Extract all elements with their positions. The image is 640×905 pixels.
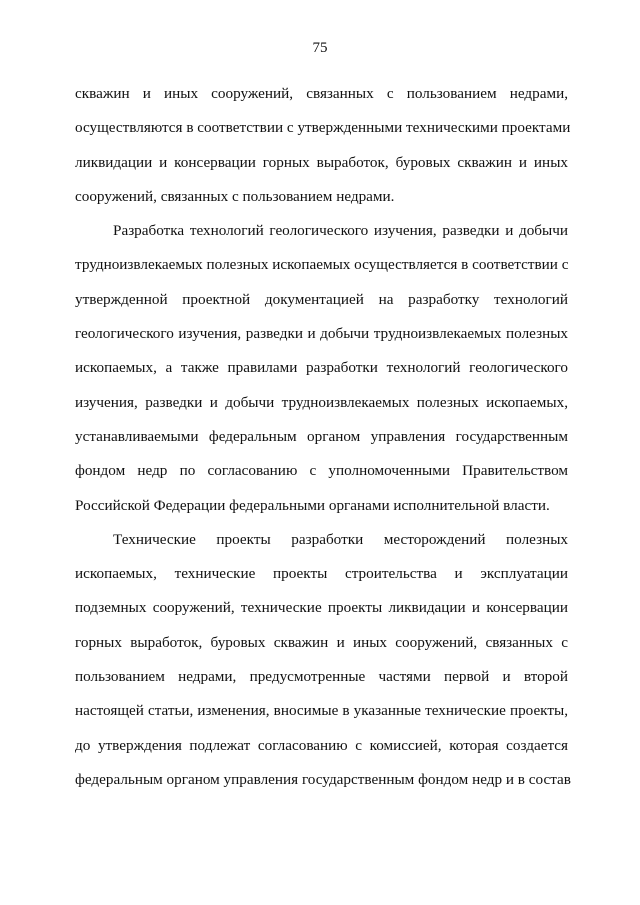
text-line: трудноизвлекаемых полезных ископаемых осуществляется в соответствии с	[75, 256, 569, 274]
text-line: ликвидации и консервации горных выработок, буровых скважин и иных	[75, 153, 568, 171]
text-line: геологического изучения, разведки и добычи трудноизвлекаемых полезных	[75, 325, 568, 343]
text-line: подземных сооружений, технические проекты ликвидации и консервации	[75, 599, 568, 617]
text-line: Технические проекты разработки месторождений полезных	[113, 530, 568, 548]
page-number: 75	[312, 40, 328, 56]
text-line: ископаемых, технические проекты строительства и эксплуатации	[75, 565, 568, 583]
paragraph-2	[75, 214, 568, 523]
text-line: федеральным органом управления государственным фондом недр и в состав	[75, 770, 571, 788]
text-line: пользованием недрами, предусмотренные частями первой и второй	[75, 668, 568, 686]
text-line: сооружений, связанных с пользованием недрами.	[75, 187, 395, 205]
paragraph-3	[75, 523, 571, 797]
text-line: ископаемых, а также правилами разработки технологий геологического	[75, 359, 568, 377]
text-line: устанавливаемыми федеральным органом управления государственным	[75, 427, 568, 445]
text-line: горных выработок, буровых скважин и иных сооружений, связанных с	[75, 633, 568, 651]
text-line: настоящей статьи, изменения, вносимые в указанные технические проекты,	[75, 702, 568, 720]
text-line: Российской Федерации федеральными органами исполнительной власти.	[75, 496, 550, 514]
text-line: изучения, разведки и добычи трудноизвлекаемых полезных ископаемых,	[75, 393, 568, 411]
document-body	[75, 77, 571, 797]
text-line: до утверждения подлежат согласованию с комиссией, которая создается	[75, 736, 568, 754]
paragraph-1	[75, 77, 571, 214]
text-line: скважин и иных сооружений, связанных с пользованием недрами,	[75, 85, 568, 102]
text-line: осуществляются в соответствии с утвержденными техническими проектами	[75, 119, 571, 137]
text-line: Разработка технологий геологического изучения, разведки и добычи	[113, 222, 568, 240]
text-line: фондом недр по согласованию с уполномоченными Правительством	[75, 462, 568, 480]
text-line: утвержденной проектной документацией на разработку технологий	[75, 290, 568, 308]
